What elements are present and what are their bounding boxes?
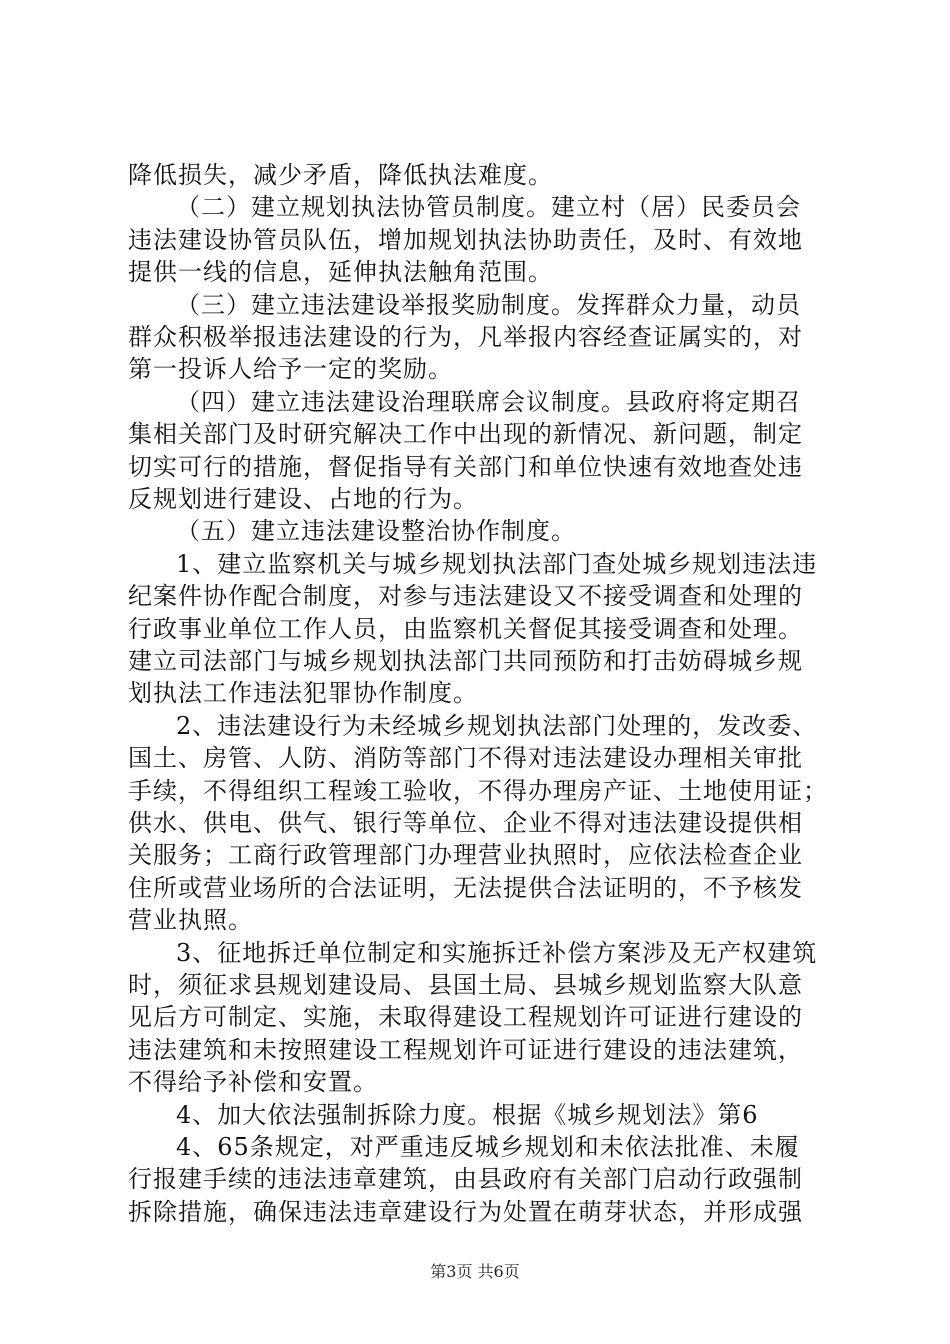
text-line: （五）建立违法建设整治协作制度。 [176,517,576,546]
text-line: 第一投诉人给予一定的奖励。 [128,355,453,384]
text-line: 供水、供电、供气、银行等单位、企业不得对违法建设提供相 [128,809,803,837]
text-line: （三）建立违法建设举报奖励制度。发挥群众力量，动员 [176,290,801,319]
text-line: 4、65条规定，对严重违反城乡规划和未依法批准、未履 [176,1133,800,1161]
text-line: 群众积极举报违法建设的行为，凡举报内容经查证属实的，对 [128,323,803,351]
text-line: 纪案件协作配合制度，对参与违法建设又不接受调查和处理的 [128,582,803,611]
text-line: 1、建立监察机关与城乡规划执法部门查处城乡规划违法违 [176,549,818,578]
text-line: 行报建手续的违法违章建筑，由县政府有关部门启动行政强制 [128,1165,803,1194]
text-line: 不得给予补偿和安置。 [128,1068,378,1097]
text-line: 4、加大依法强制拆除力度。根据《城乡规划法》第6 [176,1100,759,1129]
text-line: 违法建设协管员队伍，增加规划执法协助责任，及时、有效地 [128,225,803,254]
text-line: 国土、房管、人防、消防等部门不得对违法建设办理相关审批 [128,744,803,773]
text-line: 切实可行的措施，督促指导有关部门和单位快速有效地查处违 [128,452,803,481]
text-line: 行政事业单位工作人员，由监察机关督促其接受调查和处理。 [128,614,803,643]
text-line: 手续，不得组织工程竣工验收，不得办理房产证、土地使用证； [128,776,828,805]
text-line: 住所或营业场所的合法证明，无法提供合法证明的，不予核发 [128,873,803,902]
text-line: 反规划进行建设、占地的行为。 [128,485,478,513]
text-line: 划执法工作违法犯罪协作制度。 [128,679,478,708]
text-line: 违法建筑和未按照建设工程规划许可证进行建设的违法建筑， [128,1035,803,1064]
text-line: 营业执照。 [128,906,253,935]
text-line: 建立司法部门与城乡规划执法部门共同预防和打击妨碍城乡规 [128,647,803,675]
text-line: 降低损失，减少矛盾，降低执法难度。 [128,161,553,189]
text-line: （二）建立规划执法协管员制度。建立村（居）民委员会 [176,193,801,222]
text-line: 拆除措施，确保违法违章建设行为处置在萌芽状态，并形成强 [128,1197,803,1226]
text-line: 提供一线的信息，延伸执法触角范围。 [128,258,553,287]
text-line: 时，须征求县规划建设局、县国土局、县城乡规划监察大队意 [128,971,803,999]
text-line: 集相关部门及时研究解决工作中出现的新情况、新问题，制定 [128,420,803,449]
text-line: （四）建立违法建设治理联席会议制度。县政府将定期召 [176,387,801,416]
text-line: 关服务；工商行政管理部门办理营业执照时，应依法检查企业 [128,841,803,870]
text-line: 2、违法建设行为未经城乡规划执法部门处理的，发改委、 [176,711,818,740]
page-number-footer: 第3页 共6页 [430,1262,520,1281]
text-line: 见后方可制定、实施，未取得建设工程规划许可证进行建设的 [128,1003,803,1032]
text-line: 3、征地拆迁单位制定和实施拆迁补偿方案涉及无产权建筑 [176,938,818,967]
